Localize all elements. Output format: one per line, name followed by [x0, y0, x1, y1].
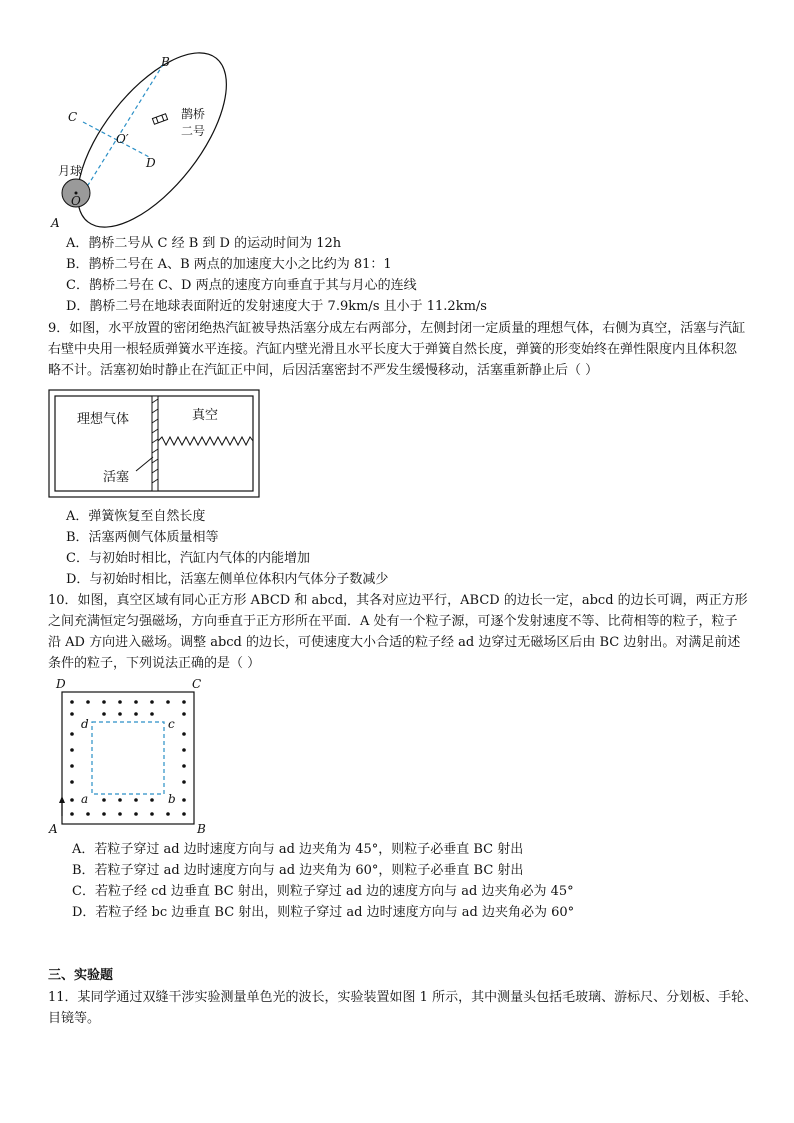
q9-option-c: C．与初始时相比，汽缸内气体的内能增加: [66, 551, 310, 566]
q11-stem: 11．某同学通过双缝干涉实验测量单色光的波长，实验装置如图 1 所示，其中测量头包括毛玻璃、游标尺、分划板、手轮、目镜等。: [48, 990, 758, 1026]
label-sat-line2: 二号: [181, 124, 206, 138]
cylinder-figure: [48, 389, 260, 499]
inner-square-abcd: [92, 722, 164, 794]
q9-option-a: A．弹簧恢复至自然长度: [66, 509, 206, 524]
q8-option-c: C．鹊桥二号在 C、D 两点的速度方向垂直于其与月心的连线: [66, 278, 417, 293]
q8-option-b: B．鹊桥二号在 A、B 两点的加速度大小之比约为 81：1: [66, 257, 392, 272]
q10-option-a: A．若粒子穿过 ad 边时速度方向与 ad 边夹角为 45°，则粒子必垂直 BC 射出: [72, 842, 524, 857]
label-vacuum: 真空: [192, 408, 219, 423]
orbit-figure: [40, 50, 240, 230]
label-D: D: [56, 677, 66, 691]
label-a: a: [81, 792, 89, 806]
q10-option-c: C．若粒子经 cd 边垂直 BC 射出，则粒子穿过 ad 边的速度方向与 ad 边夹角必为 45°: [72, 884, 574, 899]
label-A: A: [49, 822, 58, 836]
q10-stem: 10．如图，真空区域有同心正方形 ABCD 和 abcd，其各对应边平行，ABCD 的边长一定，abcd 的边长可调，两正方形之间充满恒定匀强磁场，方向垂直于正方形所在平面．A 处有一个粒子源，可逐个发射速度不等、比荷相等的粒子，粒子沿 AD 方向进入磁场。调整 abcd 的边长，可使速度大小合适的粒子经 ad 边穿过无磁场区后由 BC 边射出。对满足前述条件的粒子，下列说法正确的是（ ）: [48, 593, 748, 671]
label-O-prime: O′: [116, 132, 129, 146]
q9-option-b: B．活塞两侧气体质量相等: [66, 530, 219, 545]
satellite-icon: [152, 114, 167, 124]
q9-stem: 9．如图，水平放置的密闭绝热汽缸被导热活塞分成左右两部分，左侧封闭一定质量的理想气体，右侧为真空，活塞与汽缸右壁中央用一根轻质弹簧水平连接。汽缸内壁光滑且水平长度大于弹簧自然长度，弹簧的形变始终在弹性限度内且体积忽略不计。活塞初始时静止在汽缸正中间，后因活塞密封不严发生缓慢移动，活塞重新静止后（ ）: [48, 321, 746, 378]
label-O: O: [71, 194, 81, 208]
q9-option-d: D．与初始时相比，活塞左侧单位体积内气体分子数减少: [66, 572, 389, 587]
piston: [152, 396, 158, 491]
label-C: C: [68, 110, 78, 124]
label-c: c: [168, 717, 175, 731]
particle-arrow-icon: [59, 796, 65, 816]
label-moon: 月球: [58, 164, 83, 178]
label-B: B: [161, 55, 170, 69]
q8-option-d: D．鹊桥二号在地球表面附近的发射速度大于 7.9km/s 且小于 11.2km/s: [66, 299, 487, 314]
label-d: d: [81, 717, 89, 731]
section-heading: 三、实验题: [48, 968, 114, 983]
q8-option-a: A．鹊桥二号从 C 经 B 到 D 的运动时间为 12h: [66, 236, 342, 251]
label-piston: 活塞: [103, 470, 130, 485]
q10-option-b: B．若粒子穿过 ad 边时速度方向与 ad 边夹角为 60°，则粒子必垂直 BC 射出: [72, 863, 524, 878]
major-axis-dashed: [80, 63, 164, 198]
label-sat-line1: 鹊桥: [181, 107, 206, 121]
label-A: A: [51, 216, 60, 230]
square-field-figure: [46, 676, 216, 836]
label-D: D: [146, 156, 156, 170]
q10-option-d: D．若粒子经 bc 边垂直 BC 射出，则粒子穿过 ad 边时速度方向与 ad 边夹角必为 60°: [72, 905, 575, 920]
label-b: b: [168, 792, 176, 806]
label-C: C: [192, 677, 202, 691]
label-B: B: [197, 822, 206, 836]
label-ideal-gas: 理想气体: [77, 412, 130, 427]
